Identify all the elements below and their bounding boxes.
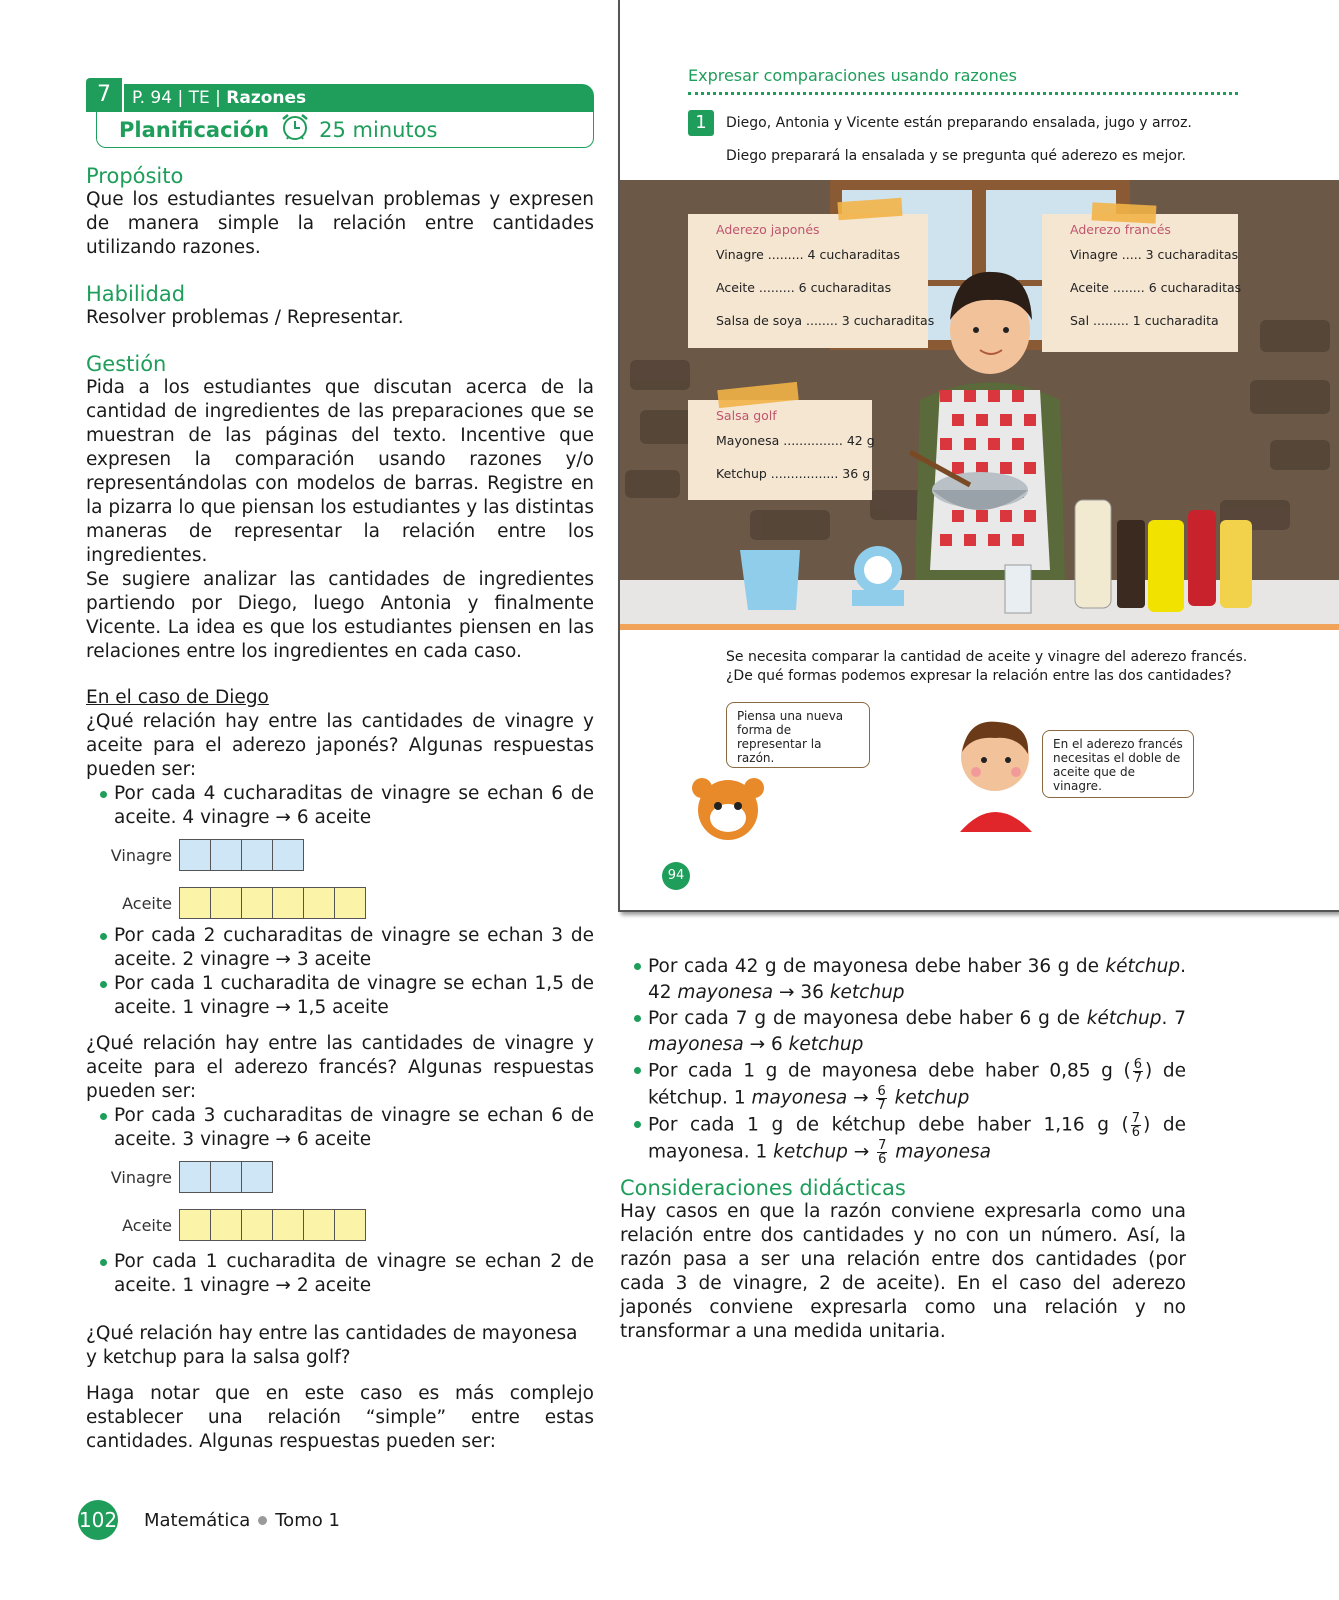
answer-item <box>634 1006 1186 1058</box>
book-section-title: Expresar comparaciones usando razones <box>688 66 1017 85</box>
bar-cell <box>179 1161 211 1193</box>
bar-cell <box>303 1209 335 1241</box>
answer-item: Por cada 1 cucharadita de vinagre se echan 2 de aceite. 1 vinagre → 2 aceite <box>100 1250 594 1298</box>
recipe-card-japones <box>688 214 935 348</box>
right-column <box>620 954 1186 1344</box>
card-line: Vinagre ......... 4 cucharaditas <box>716 247 900 262</box>
bar-cell <box>241 887 273 919</box>
topic-title: Razones <box>226 88 307 108</box>
bar-cell <box>210 1209 242 1241</box>
card-title: Aderezo japonés <box>716 222 820 237</box>
bar-cell <box>334 887 366 919</box>
fraction <box>876 1085 886 1112</box>
text: Por cada 42 g de mayonesa debe haber 36 g de <box>648 956 1106 977</box>
footer-text <box>144 1510 340 1531</box>
kitchen-scene <box>620 180 1339 630</box>
text: kétchup <box>1105 956 1181 977</box>
text: ) de mayonesa. 1 <box>648 1114 1186 1163</box>
bar-cell <box>241 1161 273 1193</box>
bar-cell <box>272 887 304 919</box>
answer-item <box>634 1058 1186 1112</box>
text: → <box>847 1087 875 1109</box>
book-intro-line-1: Diego, Antonia y Vicente están preparando ensalada, jugo y arroz. <box>726 115 1192 131</box>
card-line: Vinagre ..... 3 cucharaditas <box>1070 247 1239 262</box>
consideraciones-title: Consideraciones didácticas <box>620 1176 906 1200</box>
denominator: 7 <box>877 1098 886 1113</box>
question-frances: ¿Qué relación hay entre las cantidades de vinagre y aceite para el aderezo francés? Algunas respuestas pueden ser: <box>86 1033 594 1102</box>
bar-cell <box>303 887 335 919</box>
bar-model-vinagre-1 <box>86 838 594 872</box>
tape <box>837 198 902 220</box>
bar-label: Vinagre <box>110 845 172 865</box>
child-illustration <box>940 712 1050 832</box>
text: Por cada 7 g de mayonesa debe haber 6 g de <box>648 1008 1087 1029</box>
card-line: Sal ......... 1 cucharadita <box>1070 313 1219 328</box>
card-line: Mayonesa ............... 42 g <box>716 433 875 448</box>
text: ketchup <box>773 1141 848 1163</box>
bar-model-vinagre-2 <box>86 1160 594 1194</box>
te-label: TE <box>188 88 210 108</box>
denominator: 6 <box>1131 1125 1141 1140</box>
card-line: Salsa de soya ........ 3 cucharaditas <box>716 313 935 328</box>
unit-header-bar: P. 94 | TE | Razones <box>124 84 594 112</box>
answers-japones <box>100 782 594 830</box>
denominator: 6 <box>878 1152 887 1167</box>
recipe-card-golf <box>688 400 875 500</box>
caption-line-2: ¿De qué formas podemos expresar la relación entre las dos cantidades? <box>726 668 1232 684</box>
bar-cell <box>179 1209 211 1241</box>
text: ketchup <box>829 982 905 1003</box>
unit-number: 7 <box>86 78 122 112</box>
text: → <box>847 1141 876 1163</box>
bar-cell <box>210 1161 242 1193</box>
gestion-paragraph-1: Pida a los estudiantes que discutan acerca de la cantidad de ingredientes de las preparaciones que se muestran de las páginas del texto. Incentive que expresen la comparación usando razones y/o representándolas con modelos de barras. Registre en la pizarra lo que piensan los estudiantes y las distintas maneras de representar la relación entre los ingredientes. <box>86 377 594 566</box>
answer-item: Por cada 4 cucharaditas de vinagre se echan 6 de aceite. 4 vinagre → 6 aceite <box>100 782 594 830</box>
bar-cell <box>272 1209 304 1241</box>
bar-model-aceite-2 <box>86 1208 594 1242</box>
question-number: 1 <box>688 110 714 136</box>
bar-label: Aceite <box>122 1215 172 1235</box>
habilidad-text: Resolver problemas / Representar. <box>86 307 404 328</box>
bar-cell <box>210 887 242 919</box>
planning-box <box>96 112 594 148</box>
recipe-card-frances <box>1042 214 1242 352</box>
numerator: 7 <box>878 1138 887 1153</box>
question-japones: ¿Qué relación hay entre las cantidades de vinagre y aceite para el aderezo japonés? Algunas respuestas pueden ser: <box>86 711 594 780</box>
card-line: Aceite ........ 6 cucharaditas <box>1070 280 1242 295</box>
bar-cell <box>272 839 304 871</box>
proposito-text: Que los estudiantes resuelvan problemas y expresen de manera simple la relación entre cantidades utilizando razones. <box>86 189 594 258</box>
consideraciones-text: Hay casos en que la razón conviene expresarla como una relación entre dos cantidades y no con un número. Así, la razón pasa a ser una relación entre dos cantidades (por cada 3 de vinagre, 2 de aceite). En el caso del aderezo japonés conviene expresarla como una relación y no transformar a una medida unitaria. <box>620 1201 1186 1342</box>
alarm-clock-icon <box>279 113 311 146</box>
numerator: 7 <box>1131 1111 1141 1126</box>
note-golf: Haga notar que en este caso es más complejo establecer una relación “simple” entre estas cantidades. Algunas respuestas pueden ser: <box>86 1383 594 1452</box>
text: Por cada 1 g de kétchup debe haber 1,16 g ( <box>648 1114 1129 1136</box>
text: ketchup <box>894 1087 970 1109</box>
answer-item <box>634 954 1186 1006</box>
card-line: Ketchup ................. 36 g <box>716 466 871 481</box>
textbook-page-image <box>618 0 1339 912</box>
answers-japones-more <box>100 924 594 1020</box>
text: mayonesa <box>751 1087 848 1109</box>
text: . 7 <box>1161 1008 1186 1029</box>
volume: Tomo 1 <box>275 1509 340 1531</box>
fraction <box>877 1139 887 1166</box>
numerator: 6 <box>1133 1057 1143 1072</box>
unit-header <box>86 78 594 112</box>
fraction <box>1133 1058 1143 1085</box>
text: ketchup <box>788 1034 864 1055</box>
answers-frances-more <box>100 1250 594 1298</box>
page-ref: P. 94 <box>132 88 173 108</box>
bar-cell <box>334 1209 366 1241</box>
dotted-divider <box>688 92 1238 95</box>
book-intro-line-2: Diego preparará la ensalada y se pregunta qué aderezo es mejor. <box>726 148 1186 164</box>
caption-line-1: Se necesita comparar la cantidad de aceite y vinagre del aderezo francés. <box>726 649 1248 665</box>
page-footer <box>78 1500 340 1540</box>
answers-golf <box>634 954 1186 1166</box>
text: Por cada 1 g de mayonesa debe haber 0,85 g ( <box>648 1060 1131 1082</box>
answers-frances <box>100 1104 594 1152</box>
question-golf: ¿Qué relación hay entre las cantidades de mayonesa y ketchup para la salsa golf? <box>86 1323 578 1368</box>
planning-title: Planificación <box>119 117 270 142</box>
duration: 25 minutos <box>319 117 438 142</box>
text: kétchup <box>1086 1008 1162 1029</box>
bar-cell <box>179 887 211 919</box>
answer-item: Por cada 1 cucharadita de vinagre se echan 1,5 de aceite. 1 vinagre → 1,5 aceite <box>100 972 594 1020</box>
bar-label: Vinagre <box>110 1167 172 1187</box>
subject: Matemática <box>144 1509 251 1531</box>
text: mayonesa <box>648 1034 744 1055</box>
text: mayonesa <box>677 982 774 1003</box>
gestion-title: Gestión <box>86 352 167 376</box>
speech-bubble-left: Piensa una nueva forma de representar la razón. <box>726 702 870 768</box>
text: → 6 <box>743 1034 789 1055</box>
proposito-title: Propósito <box>86 164 184 188</box>
bar-cell <box>179 839 211 871</box>
separator-dot <box>258 1516 267 1525</box>
numerator: 6 <box>877 1084 886 1099</box>
page-number: 102 <box>78 1500 118 1540</box>
teacher-guide-column <box>86 78 594 1454</box>
bar-cell <box>210 839 242 871</box>
bar-cell <box>241 839 273 871</box>
mascot-illustration <box>684 770 774 850</box>
text: ) de kétchup. 1 <box>648 1060 1186 1109</box>
answer-item: Por cada 3 cucharaditas de vinagre se echan 6 de aceite. 3 vinagre → 6 aceite <box>100 1104 594 1152</box>
fraction <box>1131 1112 1141 1139</box>
gestion-paragraph-2: Se sugiere analizar las cantidades de ingredientes partiendo por Diego, luego Antonia y finalmente Vicente. La idea es que los estudiantes piensen en las relaciones entre los ingredientes en cada caso. <box>86 569 594 662</box>
bar-label: Aceite <box>122 893 172 913</box>
text: . 42 <box>648 956 1186 1003</box>
habilidad-title: Habilidad <box>86 282 186 306</box>
tape <box>1092 202 1157 223</box>
answer-item: Por cada 2 cucharaditas de vinagre se echan 3 de aceite. 2 vinagre → 3 aceite <box>100 924 594 972</box>
diego-subtitle: En el caso de Diego <box>86 687 269 708</box>
book-page-number: 94 <box>662 862 690 890</box>
answer-item <box>634 1112 1186 1166</box>
bar-model-aceite-1 <box>86 886 594 920</box>
denominator: 7 <box>1133 1071 1143 1086</box>
speech-bubble-right: En el aderezo francés necesitas el doble de aceite que de vinagre. <box>1042 730 1194 798</box>
card-title: Aderezo francés <box>1070 222 1171 237</box>
card-title: Salsa golf <box>716 408 777 423</box>
bar-cell <box>241 1209 273 1241</box>
text: → 36 <box>773 982 830 1003</box>
card-line: Aceite ......... 6 cucharaditas <box>716 280 892 295</box>
book-caption <box>726 648 1286 686</box>
text: mayonesa <box>895 1141 991 1163</box>
